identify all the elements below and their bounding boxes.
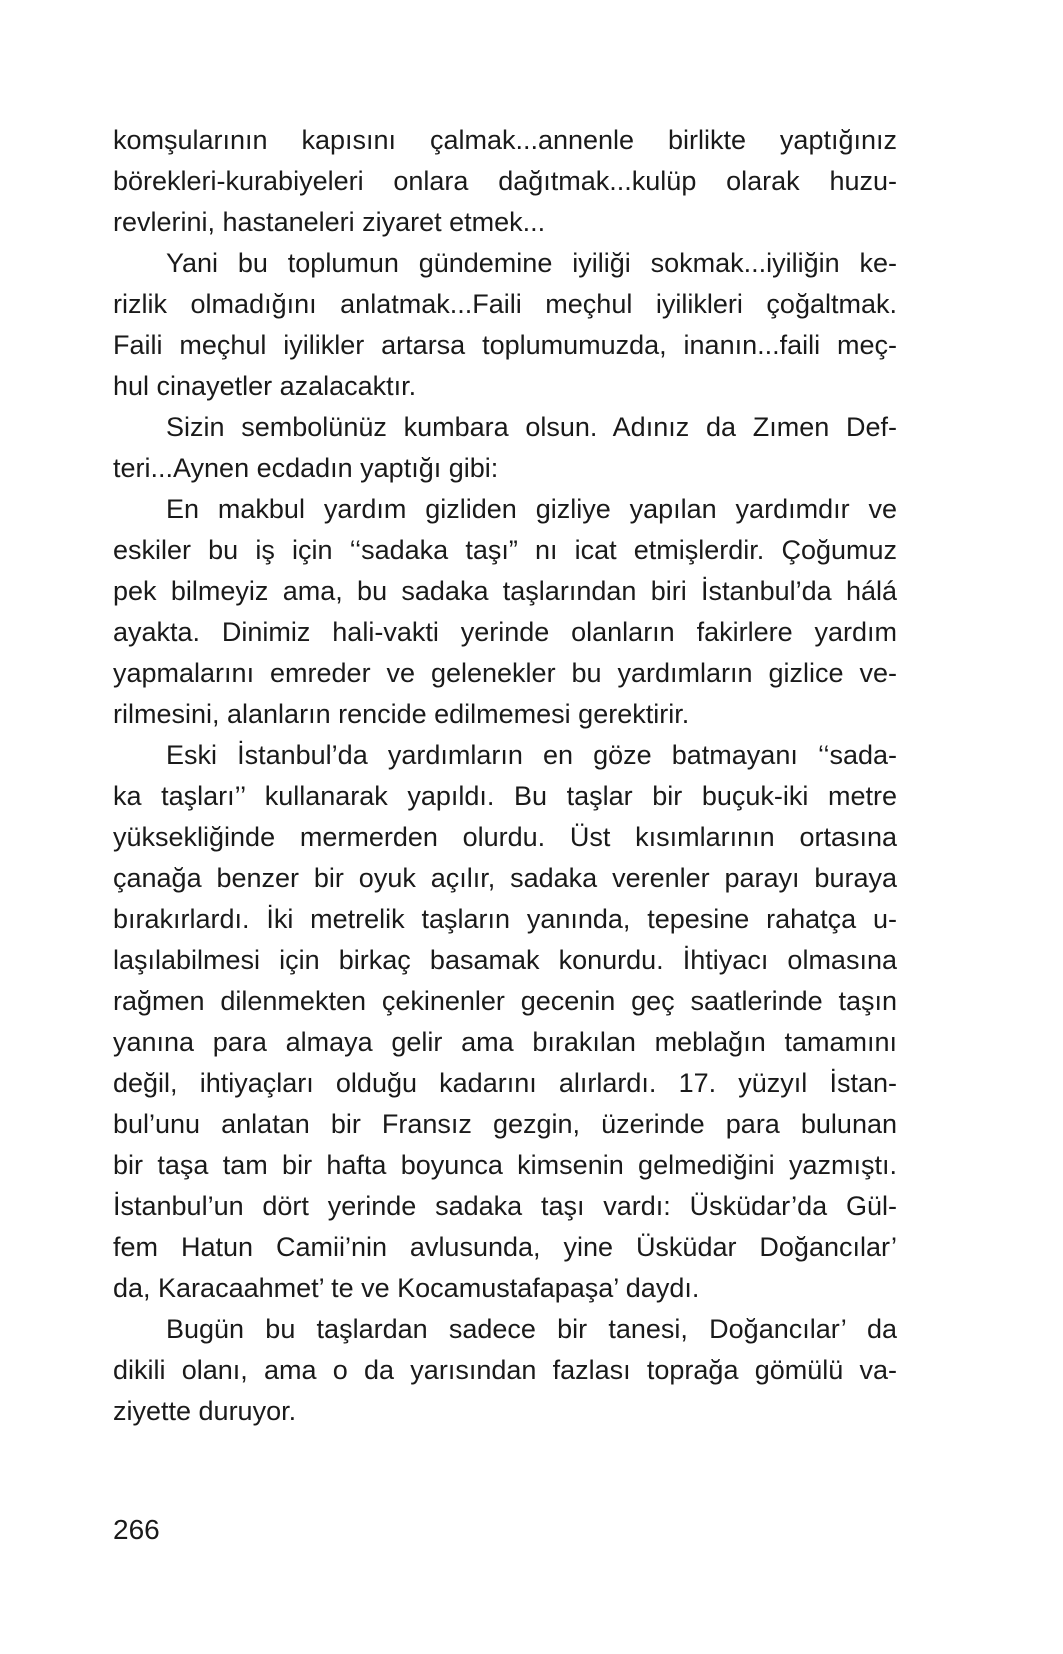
- page-body: [113, 120, 897, 1432]
- text-line: İstanbul’un dört yerinde sadaka taşı vardı: Üsküdar’da Gül-: [113, 1191, 897, 1221]
- page-number: 266: [113, 1514, 160, 1545]
- text-line: En makbul yardım gizliden gizliye yapılan yardımdır ve: [166, 494, 897, 524]
- text-line: teri...Aynen ecdadın yaptığı gibi:: [113, 453, 499, 483]
- text-line: ayakta. Dinimiz hali-vakti yerinde olanların fakirlere yardım: [113, 617, 897, 647]
- text-line: fem Hatun Camii’nin avlusunda, yine Üsküdar Doğancılar’: [113, 1232, 897, 1262]
- text-line: yanına para almaya gelir ama bırakılan meblağın tamamını: [113, 1027, 897, 1057]
- text-line: Sizin sembolünüz kumbara olsun. Adınız da Zımen Def-: [166, 412, 897, 442]
- text-line: Faili meçhul iyilikler artarsa toplumumuzda, inanın...faili meç-: [113, 330, 897, 360]
- text-line: laşılabilmesi için birkaç basamak konurdu. İhtiyacı olmasına: [113, 945, 897, 975]
- text-line: yüksekliğinde mermerden olurdu. Üst kısımlarının ortasına: [113, 822, 897, 852]
- paragraph: [113, 1309, 897, 1432]
- text-line: Bugün bu taşlardan sadece bir tanesi, Doğancılar’ da: [166, 1314, 897, 1344]
- text-line: da, Karacaahmet’ te ve Kocamustafapaşa’ daydı.: [113, 1273, 700, 1303]
- text-line: bir taşa tam bir hafta boyunca kimsenin gelmediğini yazmıştı.: [113, 1150, 897, 1180]
- text-line: revlerini, hastaneleri ziyaret etmek...: [113, 207, 546, 237]
- text-line: eskiler bu iş için ‘‘sadaka taşı” nı icat etmişlerdir. Çoğumuz: [113, 535, 897, 565]
- text-line: börekleri-kurabiyeleri onlara dağıtmak...kulüp olarak huzu-: [113, 166, 897, 196]
- text-line: pek bilmeyiz ama, bu sadaka taşlarından biri İstanbul’da hálá: [113, 576, 897, 606]
- paragraph: [113, 489, 897, 735]
- paragraph: [113, 120, 897, 243]
- text-line: rizlik olmadığını anlatmak...Faili meçhul iyilikleri çoğaltmak.: [113, 289, 897, 319]
- text-line: ka taşları’’ kullanarak yapıldı. Bu taşlar bir buçuk-iki metre: [113, 781, 897, 811]
- text-line: Eski İstanbul’da yardımların en göze batmayanı ‘‘sada-: [166, 740, 897, 770]
- text-line: Yani bu toplumun gündemine iyiliği sokmak...iyiliğin ke-: [166, 248, 897, 278]
- paragraph: [113, 735, 897, 1309]
- text-line: dikili olanı, ama o da yarısından fazlası toprağa gömülü va-: [113, 1355, 897, 1385]
- text-line: komşularının kapısını çalmak...annenle birlikte yaptığınız: [113, 125, 897, 155]
- text-line: çanağa benzer bir oyuk açılır, sadaka verenler parayı buraya: [113, 863, 897, 893]
- text-line: değil, ihtiyaçları olduğu kadarını alırlardı. 17. yüzyıl İstan-: [113, 1068, 897, 1098]
- text-line: hul cinayetler azalacaktır.: [113, 371, 417, 401]
- text-line: yapmalarını emreder ve gelenekler bu yardımların gizlice ve-: [113, 658, 897, 688]
- text-line: rilmesini, alanların rencide edilmemesi gerektirir.: [113, 699, 690, 729]
- text-line: ziyette duruyor.: [113, 1396, 297, 1426]
- text-line: bırakırlardı. İki metrelik taşların yanında, tepesine rahatça u-: [113, 904, 897, 934]
- text-line: bul’unu anlatan bir Fransız gezgin, üzerinde para bulunan: [113, 1109, 897, 1139]
- paragraph: [113, 407, 897, 489]
- paragraph: [113, 243, 897, 407]
- text-line: rağmen dilenmekten çekinenler gecenin geç saatlerinde taşın: [113, 986, 897, 1016]
